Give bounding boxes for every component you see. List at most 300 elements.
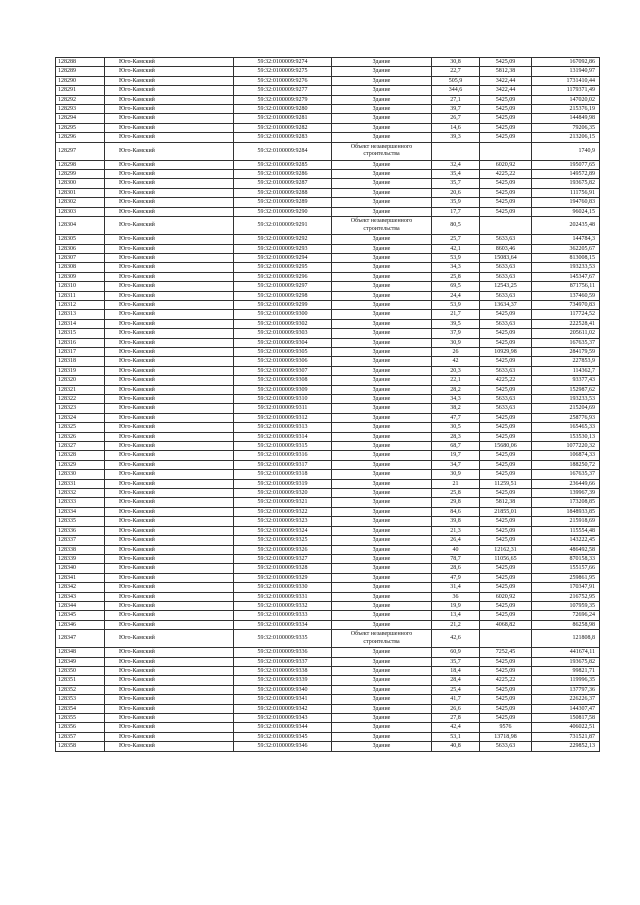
cadastral-number-cell: 59:32:0100009:9337 bbox=[234, 657, 332, 666]
row-number-cell: 128314 bbox=[56, 319, 105, 328]
specific-value-cell: 3422,44 bbox=[480, 76, 532, 85]
cadastral-value-cell: 486492,58 bbox=[532, 545, 600, 554]
area-cell: 22,7 bbox=[432, 67, 480, 76]
specific-value-cell: 15680,06 bbox=[480, 442, 532, 451]
cadastral-number-cell: 59:32:0100009:9335 bbox=[234, 630, 332, 648]
cadastral-number-cell: 59:32:0100009:9293 bbox=[234, 244, 332, 253]
cadastral-value-cell: 226226,37 bbox=[532, 695, 600, 704]
row-number-cell: 128352 bbox=[56, 685, 105, 694]
specific-value-cell: 5633,63 bbox=[480, 319, 532, 328]
object-type-cell: Здание bbox=[332, 329, 432, 338]
cadastral-number-cell: 59:32:0100009:9315 bbox=[234, 442, 332, 451]
object-type-cell: Здание bbox=[332, 95, 432, 104]
row-number-cell: 128317 bbox=[56, 347, 105, 356]
specific-value-cell: 5425,09 bbox=[480, 583, 532, 592]
cadastral-number-cell: 59:32:0100009:9345 bbox=[234, 732, 332, 741]
area-cell: 26,4 bbox=[432, 536, 480, 545]
area-cell: 20,3 bbox=[432, 366, 480, 375]
cadastral-value-cell: 871756,11 bbox=[532, 282, 600, 291]
table-row bbox=[56, 123, 600, 132]
district-cell: Юго-Камский bbox=[105, 526, 234, 535]
cadastral-value-cell: 72696,24 bbox=[532, 611, 600, 620]
row-number-cell: 128303 bbox=[56, 207, 105, 216]
district-cell: Юго-Камский bbox=[105, 732, 234, 741]
area-cell: 53,1 bbox=[432, 732, 480, 741]
district-cell: Юго-Камский bbox=[105, 666, 234, 675]
cadastral-value-cell: 215204,69 bbox=[532, 404, 600, 413]
object-type-cell: Здание bbox=[332, 188, 432, 197]
district-cell: Юго-Камский bbox=[105, 676, 234, 685]
district-cell: Юго-Камский bbox=[105, 630, 234, 648]
district-cell: Юго-Камский bbox=[105, 742, 234, 751]
object-type-cell: Здание bbox=[332, 319, 432, 328]
row-number-cell: 128358 bbox=[56, 742, 105, 751]
cadastral-value-cell: 188250,72 bbox=[532, 460, 600, 469]
area-cell: 21,7 bbox=[432, 310, 480, 319]
row-number-cell: 128334 bbox=[56, 507, 105, 516]
cadastral-value-cell: 96024,15 bbox=[532, 207, 600, 216]
row-number-cell: 128354 bbox=[56, 704, 105, 713]
area-cell: 20,6 bbox=[432, 188, 480, 197]
cadastral-number-cell: 59:32:0100009:9294 bbox=[234, 253, 332, 262]
area-cell: 42,6 bbox=[432, 630, 480, 648]
area-cell: 35,4 bbox=[432, 170, 480, 179]
cadastral-value-cell: 137460,59 bbox=[532, 291, 600, 300]
row-number-cell: 128323 bbox=[56, 404, 105, 413]
cadastral-number-cell: 59:32:0100009:9288 bbox=[234, 188, 332, 197]
district-cell: Юго-Камский bbox=[105, 620, 234, 629]
area-cell: 14,6 bbox=[432, 123, 480, 132]
area-cell: 21,2 bbox=[432, 620, 480, 629]
table-row bbox=[56, 329, 600, 338]
object-type-cell: Здание bbox=[332, 704, 432, 713]
cadastral-number-cell: 59:32:0100009:9326 bbox=[234, 545, 332, 554]
area-cell: 17,7 bbox=[432, 207, 480, 216]
row-number-cell: 128300 bbox=[56, 179, 105, 188]
row-number-cell: 128310 bbox=[56, 282, 105, 291]
area-cell: 25,4 bbox=[432, 685, 480, 694]
area-cell: 24,4 bbox=[432, 291, 480, 300]
district-cell: Юго-Камский bbox=[105, 592, 234, 601]
table-row bbox=[56, 526, 600, 535]
object-type-cell: Здание bbox=[332, 695, 432, 704]
cadastral-value-cell: 406022,51 bbox=[532, 723, 600, 732]
area-cell: 39,5 bbox=[432, 319, 480, 328]
district-cell: Юго-Камский bbox=[105, 300, 234, 309]
table-row bbox=[56, 338, 600, 347]
object-type-cell: Здание bbox=[332, 86, 432, 95]
row-number-cell: 128348 bbox=[56, 648, 105, 657]
cadastral-number-cell: 59:32:0100009:9304 bbox=[234, 338, 332, 347]
area-cell: 18,4 bbox=[432, 666, 480, 675]
table-row bbox=[56, 347, 600, 356]
district-cell: Юго-Камский bbox=[105, 404, 234, 413]
object-type-cell: Здание bbox=[332, 160, 432, 169]
row-number-cell: 128347 bbox=[56, 630, 105, 648]
cadastral-number-cell: 59:32:0100009:9328 bbox=[234, 564, 332, 573]
specific-value-cell: 4225,22 bbox=[480, 170, 532, 179]
object-type-cell: Здание bbox=[332, 676, 432, 685]
specific-value-cell: 5633,63 bbox=[480, 395, 532, 404]
table-row bbox=[56, 263, 600, 272]
cadastral-number-cell: 59:32:0100009:9324 bbox=[234, 526, 332, 535]
district-cell: Юго-Камский bbox=[105, 648, 234, 657]
cadastral-number-cell: 59:32:0100009:9287 bbox=[234, 179, 332, 188]
district-cell: Юго-Камский bbox=[105, 329, 234, 338]
cadastral-value-cell: 215918,69 bbox=[532, 517, 600, 526]
row-number-cell: 128321 bbox=[56, 385, 105, 394]
table-row bbox=[56, 67, 600, 76]
cadastral-number-cell: 59:32:0100009:9320 bbox=[234, 489, 332, 498]
area-cell: 22,1 bbox=[432, 376, 480, 385]
table-row bbox=[56, 217, 600, 235]
cadastral-number-cell: 59:32:0100009:9305 bbox=[234, 347, 332, 356]
table-row bbox=[56, 404, 600, 413]
cadastral-value-cell: 236449,66 bbox=[532, 479, 600, 488]
row-number-cell: 128356 bbox=[56, 723, 105, 732]
table-row bbox=[56, 395, 600, 404]
area-cell: 28,2 bbox=[432, 385, 480, 394]
area-cell: 28,4 bbox=[432, 676, 480, 685]
specific-value-cell: 5425,09 bbox=[480, 432, 532, 441]
cadastral-number-cell: 59:32:0100009:9314 bbox=[234, 432, 332, 441]
cadastral-value-cell: 144849,98 bbox=[532, 114, 600, 123]
cadastral-number-cell: 59:32:0100009:9340 bbox=[234, 685, 332, 694]
cadastral-value-cell: 229852,13 bbox=[532, 742, 600, 751]
specific-value-cell: 5425,09 bbox=[480, 704, 532, 713]
area-cell: 19,9 bbox=[432, 601, 480, 610]
table-row bbox=[56, 207, 600, 216]
table-row bbox=[56, 272, 600, 281]
object-type-cell: Здание bbox=[332, 620, 432, 629]
cadastral-value-cell: 1077220,32 bbox=[532, 442, 600, 451]
table-row bbox=[56, 357, 600, 366]
row-number-cell: 128295 bbox=[56, 123, 105, 132]
object-type-cell: Здание bbox=[332, 272, 432, 281]
area-cell: 53,9 bbox=[432, 300, 480, 309]
object-type-cell: Здание bbox=[332, 732, 432, 741]
specific-value-cell: 7252,45 bbox=[480, 648, 532, 657]
row-number-cell: 128308 bbox=[56, 263, 105, 272]
cadastral-number-cell: 59:32:0100009:9274 bbox=[234, 58, 332, 67]
object-type-cell: Здание bbox=[332, 385, 432, 394]
table-row bbox=[56, 366, 600, 375]
object-type-cell: Здание bbox=[332, 714, 432, 723]
cadastral-number-cell: 59:32:0100009:9292 bbox=[234, 235, 332, 244]
specific-value-cell: 5425,09 bbox=[480, 95, 532, 104]
row-number-cell: 128340 bbox=[56, 564, 105, 573]
cadastral-value-cell: 362205,67 bbox=[532, 244, 600, 253]
area-cell: 35,7 bbox=[432, 179, 480, 188]
cadastral-value-cell: 165465,33 bbox=[532, 423, 600, 432]
cadastral-value-cell: 144307,47 bbox=[532, 704, 600, 713]
cadastral-number-cell: 59:32:0100009:9300 bbox=[234, 310, 332, 319]
cadastral-number-cell: 59:32:0100009:9284 bbox=[234, 142, 332, 160]
row-number-cell: 128299 bbox=[56, 170, 105, 179]
table-row bbox=[56, 554, 600, 563]
object-type-cell: Здание bbox=[332, 526, 432, 535]
table-row bbox=[56, 695, 600, 704]
district-cell: Юго-Камский bbox=[105, 291, 234, 300]
table-row bbox=[56, 714, 600, 723]
row-number-cell: 128351 bbox=[56, 676, 105, 685]
specific-value-cell: 5425,09 bbox=[480, 338, 532, 347]
district-cell: Юго-Камский bbox=[105, 442, 234, 451]
row-number-cell: 128324 bbox=[56, 413, 105, 422]
cadastral-number-cell: 59:32:0100009:9329 bbox=[234, 573, 332, 582]
cadastral-number-cell: 59:32:0100009:9342 bbox=[234, 704, 332, 713]
specific-value-cell: 5812,38 bbox=[480, 498, 532, 507]
row-number-cell: 128288 bbox=[56, 58, 105, 67]
object-type-cell: Здание bbox=[332, 648, 432, 657]
row-number-cell: 128333 bbox=[56, 498, 105, 507]
district-cell: Юго-Камский bbox=[105, 460, 234, 469]
cadastral-value-cell: 194760,83 bbox=[532, 198, 600, 207]
cadastral-number-cell: 59:32:0100009:9310 bbox=[234, 395, 332, 404]
table-row bbox=[56, 300, 600, 309]
district-cell: Юго-Камский bbox=[105, 58, 234, 67]
object-type-cell: Здание bbox=[332, 114, 432, 123]
table-row bbox=[56, 666, 600, 675]
area-cell: 26,7 bbox=[432, 114, 480, 123]
row-number-cell: 128341 bbox=[56, 573, 105, 582]
table-row bbox=[56, 413, 600, 422]
area-cell: 34,7 bbox=[432, 460, 480, 469]
cadastral-value-cell: 813008,15 bbox=[532, 253, 600, 262]
row-number-cell: 128335 bbox=[56, 517, 105, 526]
row-number-cell: 128339 bbox=[56, 554, 105, 563]
cadastral-value-cell: 193675,82 bbox=[532, 657, 600, 666]
cadastral-value-cell: 1740,9 bbox=[532, 142, 600, 160]
specific-value-cell: 11056,65 bbox=[480, 554, 532, 563]
district-cell: Юго-Камский bbox=[105, 611, 234, 620]
area-cell: 30,5 bbox=[432, 423, 480, 432]
specific-value-cell: 5425,09 bbox=[480, 188, 532, 197]
object-type-cell: Здание bbox=[332, 67, 432, 76]
table-row bbox=[56, 564, 600, 573]
row-number-cell: 128311 bbox=[56, 291, 105, 300]
specific-value-cell: 5425,09 bbox=[480, 564, 532, 573]
specific-value-cell: 8603,46 bbox=[480, 244, 532, 253]
object-type-cell: Здание bbox=[332, 611, 432, 620]
table-row bbox=[56, 170, 600, 179]
area-cell: 25,8 bbox=[432, 272, 480, 281]
object-type-cell: Здание bbox=[332, 244, 432, 253]
row-number-cell: 128297 bbox=[56, 142, 105, 160]
specific-value-cell: 15083,64 bbox=[480, 253, 532, 262]
specific-value-cell: 4068,82 bbox=[480, 620, 532, 629]
object-type-cell: Здание bbox=[332, 564, 432, 573]
table-row bbox=[56, 235, 600, 244]
district-cell: Юго-Камский bbox=[105, 376, 234, 385]
area-cell: 30,9 bbox=[432, 470, 480, 479]
object-type-cell: Здание bbox=[332, 583, 432, 592]
table-row bbox=[56, 310, 600, 319]
cadastral-value-cell: 193233,53 bbox=[532, 263, 600, 272]
row-number-cell: 128298 bbox=[56, 160, 105, 169]
district-cell: Юго-Камский bbox=[105, 432, 234, 441]
area-cell: 505,9 bbox=[432, 76, 480, 85]
row-number-cell: 128289 bbox=[56, 67, 105, 76]
row-number-cell: 128330 bbox=[56, 470, 105, 479]
object-type-cell: Здание bbox=[332, 310, 432, 319]
table-row bbox=[56, 573, 600, 582]
cadastral-number-cell: 59:32:0100009:9312 bbox=[234, 413, 332, 422]
district-cell: Юго-Камский bbox=[105, 188, 234, 197]
cadastral-value-cell: 139967,39 bbox=[532, 489, 600, 498]
cadastral-number-cell: 59:32:0100009:9296 bbox=[234, 272, 332, 281]
row-number-cell: 128325 bbox=[56, 423, 105, 432]
specific-value-cell: 5425,09 bbox=[480, 423, 532, 432]
row-number-cell: 128305 bbox=[56, 235, 105, 244]
specific-value-cell: 21855,01 bbox=[480, 507, 532, 516]
district-cell: Юго-Камский bbox=[105, 133, 234, 142]
table-row bbox=[56, 105, 600, 114]
district-cell: Юго-Камский bbox=[105, 272, 234, 281]
district-cell: Юго-Камский bbox=[105, 319, 234, 328]
table-row bbox=[56, 685, 600, 694]
cadastral-number-cell: 59:32:0100009:9286 bbox=[234, 170, 332, 179]
cadastral-value-cell: 150817,58 bbox=[532, 714, 600, 723]
district-cell: Юго-Камский bbox=[105, 160, 234, 169]
district-cell: Юго-Камский bbox=[105, 366, 234, 375]
object-type-cell: Объект незавершенного строительства bbox=[332, 630, 432, 648]
specific-value-cell bbox=[480, 142, 532, 160]
row-number-cell: 128355 bbox=[56, 714, 105, 723]
specific-value-cell: 5633,63 bbox=[480, 235, 532, 244]
object-type-cell: Здание bbox=[332, 404, 432, 413]
object-type-cell: Здание bbox=[332, 451, 432, 460]
area-cell: 35,9 bbox=[432, 198, 480, 207]
district-cell: Юго-Камский bbox=[105, 282, 234, 291]
table-row bbox=[56, 442, 600, 451]
specific-value-cell: 5425,09 bbox=[480, 517, 532, 526]
row-number-cell: 128342 bbox=[56, 583, 105, 592]
object-type-cell: Здание bbox=[332, 179, 432, 188]
district-cell: Юго-Камский bbox=[105, 423, 234, 432]
specific-value-cell: 5425,09 bbox=[480, 451, 532, 460]
object-type-cell: Здание bbox=[332, 423, 432, 432]
area-cell: 28,3 bbox=[432, 432, 480, 441]
table-row bbox=[56, 291, 600, 300]
object-type-cell: Здание bbox=[332, 498, 432, 507]
object-type-cell: Здание bbox=[332, 507, 432, 516]
row-number-cell: 128309 bbox=[56, 272, 105, 281]
table-row bbox=[56, 489, 600, 498]
area-cell: 25,7 bbox=[432, 235, 480, 244]
cadastral-number-cell: 59:32:0100009:9316 bbox=[234, 451, 332, 460]
cadastral-value-cell: 115554,48 bbox=[532, 526, 600, 535]
cadastral-number-cell: 59:32:0100009:9327 bbox=[234, 554, 332, 563]
object-type-cell: Здание bbox=[332, 76, 432, 85]
district-cell: Юго-Камский bbox=[105, 263, 234, 272]
cadastral-value-cell: 441674,11 bbox=[532, 648, 600, 657]
object-type-cell: Здание bbox=[332, 198, 432, 207]
row-number-cell: 128296 bbox=[56, 133, 105, 142]
table-row bbox=[56, 507, 600, 516]
cadastral-number-cell: 59:32:0100009:9279 bbox=[234, 95, 332, 104]
row-number-cell: 128336 bbox=[56, 526, 105, 535]
cadastral-number-cell: 59:32:0100009:9308 bbox=[234, 376, 332, 385]
district-cell: Юго-Камский bbox=[105, 347, 234, 356]
specific-value-cell: 13718,98 bbox=[480, 732, 532, 741]
district-cell: Юго-Камский bbox=[105, 413, 234, 422]
specific-value-cell: 5425,09 bbox=[480, 385, 532, 394]
cadastral-number-cell: 59:32:0100009:9319 bbox=[234, 479, 332, 488]
cadastral-value-cell: 259861,95 bbox=[532, 573, 600, 582]
object-type-cell: Здание bbox=[332, 123, 432, 132]
district-cell: Юго-Камский bbox=[105, 723, 234, 732]
specific-value-cell: 5425,09 bbox=[480, 601, 532, 610]
cadastral-value-cell: 121808,8 bbox=[532, 630, 600, 648]
district-cell: Юго-Камский bbox=[105, 498, 234, 507]
cadastral-value-cell: 167092,86 bbox=[532, 58, 600, 67]
object-type-cell: Здание bbox=[332, 347, 432, 356]
area-cell: 84,6 bbox=[432, 507, 480, 516]
area-cell: 21 bbox=[432, 479, 480, 488]
specific-value-cell: 9576 bbox=[480, 723, 532, 732]
district-cell: Юго-Камский bbox=[105, 198, 234, 207]
specific-value-cell: 3422,44 bbox=[480, 86, 532, 95]
cadastral-number-cell: 59:32:0100009:9275 bbox=[234, 67, 332, 76]
cadastral-number-cell: 59:32:0100009:9344 bbox=[234, 723, 332, 732]
object-type-cell: Здание bbox=[332, 376, 432, 385]
cadastral-number-cell: 59:32:0100009:9325 bbox=[234, 536, 332, 545]
cadastral-number-cell: 59:32:0100009:9332 bbox=[234, 601, 332, 610]
object-type-cell: Здание bbox=[332, 489, 432, 498]
area-cell: 30,9 bbox=[432, 338, 480, 347]
table-row bbox=[56, 676, 600, 685]
cadastral-value-cell: 284179,59 bbox=[532, 347, 600, 356]
object-type-cell: Здание bbox=[332, 263, 432, 272]
area-cell: 39,3 bbox=[432, 133, 480, 142]
district-cell: Юго-Камский bbox=[105, 114, 234, 123]
specific-value-cell bbox=[480, 630, 532, 648]
cadastral-value-cell: 145347,67 bbox=[532, 272, 600, 281]
row-number-cell: 128294 bbox=[56, 114, 105, 123]
cadastral-number-cell: 59:32:0100009:9298 bbox=[234, 291, 332, 300]
district-cell: Юго-Камский bbox=[105, 142, 234, 160]
district-cell: Юго-Камский bbox=[105, 338, 234, 347]
table-row bbox=[56, 460, 600, 469]
area-cell: 30,8 bbox=[432, 58, 480, 67]
specific-value-cell: 4225,22 bbox=[480, 676, 532, 685]
district-cell: Юго-Камский bbox=[105, 657, 234, 666]
table-row bbox=[56, 742, 600, 751]
district-cell: Юго-Камский bbox=[105, 714, 234, 723]
area-cell: 31,4 bbox=[432, 583, 480, 592]
row-number-cell: 128290 bbox=[56, 76, 105, 85]
district-cell: Юго-Камский bbox=[105, 601, 234, 610]
object-type-cell: Здание bbox=[332, 357, 432, 366]
table-row bbox=[56, 376, 600, 385]
cadastral-value-cell: 1179371,49 bbox=[532, 86, 600, 95]
table-row bbox=[56, 723, 600, 732]
area-cell: 27,8 bbox=[432, 714, 480, 723]
district-cell: Юго-Камский bbox=[105, 545, 234, 554]
cadastral-number-cell: 59:32:0100009:9333 bbox=[234, 611, 332, 620]
cadastral-value-cell: 119996,35 bbox=[532, 676, 600, 685]
row-number-cell: 128292 bbox=[56, 95, 105, 104]
object-type-cell: Здание bbox=[332, 338, 432, 347]
object-type-cell: Объект незавершенного строительства bbox=[332, 217, 432, 235]
row-number-cell: 128327 bbox=[56, 442, 105, 451]
cadastral-number-cell: 59:32:0100009:9307 bbox=[234, 366, 332, 375]
row-number-cell: 128315 bbox=[56, 329, 105, 338]
object-type-cell: Здание bbox=[332, 105, 432, 114]
district-cell: Юго-Камский bbox=[105, 170, 234, 179]
specific-value-cell: 5425,09 bbox=[480, 413, 532, 422]
